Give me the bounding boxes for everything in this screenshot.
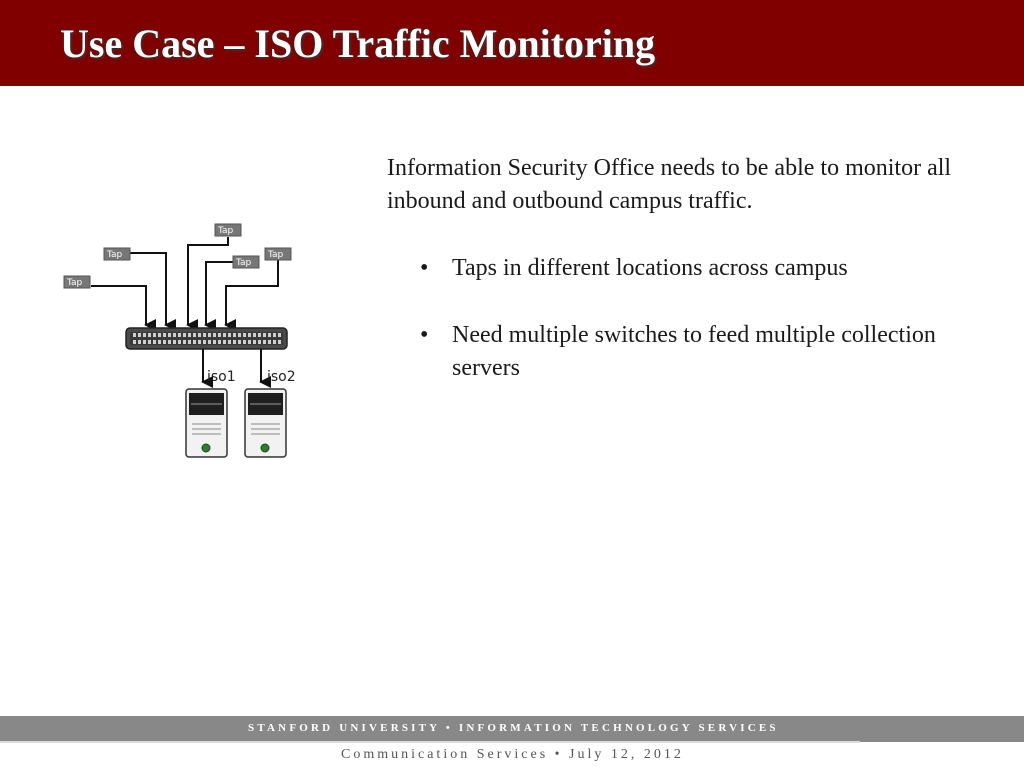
network-diagram [60,215,320,470]
intro-paragraph: Information Security Office needs to be able to monitor all inbound and outbound campus traffic. [387,155,952,214]
tap-4 [233,256,259,268]
server-label-iso1: iso1 [207,369,236,385]
tap-label: Tap [67,278,83,288]
bullet-text: Taps in different locations across campus [452,255,848,281]
tap-label: Tap [268,250,284,260]
footer-organization: STANFORD UNIVERSITY • INFORMATION TECHNOLOGY SERVICES [248,722,779,734]
tap-2 [104,248,130,260]
server-tower-icon [186,389,227,457]
tap-label: Tap [236,258,252,268]
tap-1 [64,276,90,288]
tap-link [188,237,228,325]
bullet-marker: • [420,322,429,348]
tap-3 [215,224,241,236]
bullet-item [420,252,980,285]
tap-link [226,260,278,325]
tap-label: Tap [107,250,123,260]
network-switch-icon [126,328,287,349]
bullet-item [420,319,980,385]
bullet-marker: • [420,255,429,281]
footer-subtitle: Communication Services • July 12, 2012 [341,747,684,762]
title-bar [0,0,1024,86]
tap-5 [265,248,291,260]
bullet-text: Need multiple switches to feed multiple collection servers [452,322,936,381]
server-tower-icon [245,389,286,457]
server-label-iso2: iso2 [267,369,296,385]
tap-link [91,286,146,325]
slide-title: Use Case – ISO Traffic Monitoring [60,21,656,66]
tap-link [130,253,166,325]
tap-label: Tap [218,226,234,236]
